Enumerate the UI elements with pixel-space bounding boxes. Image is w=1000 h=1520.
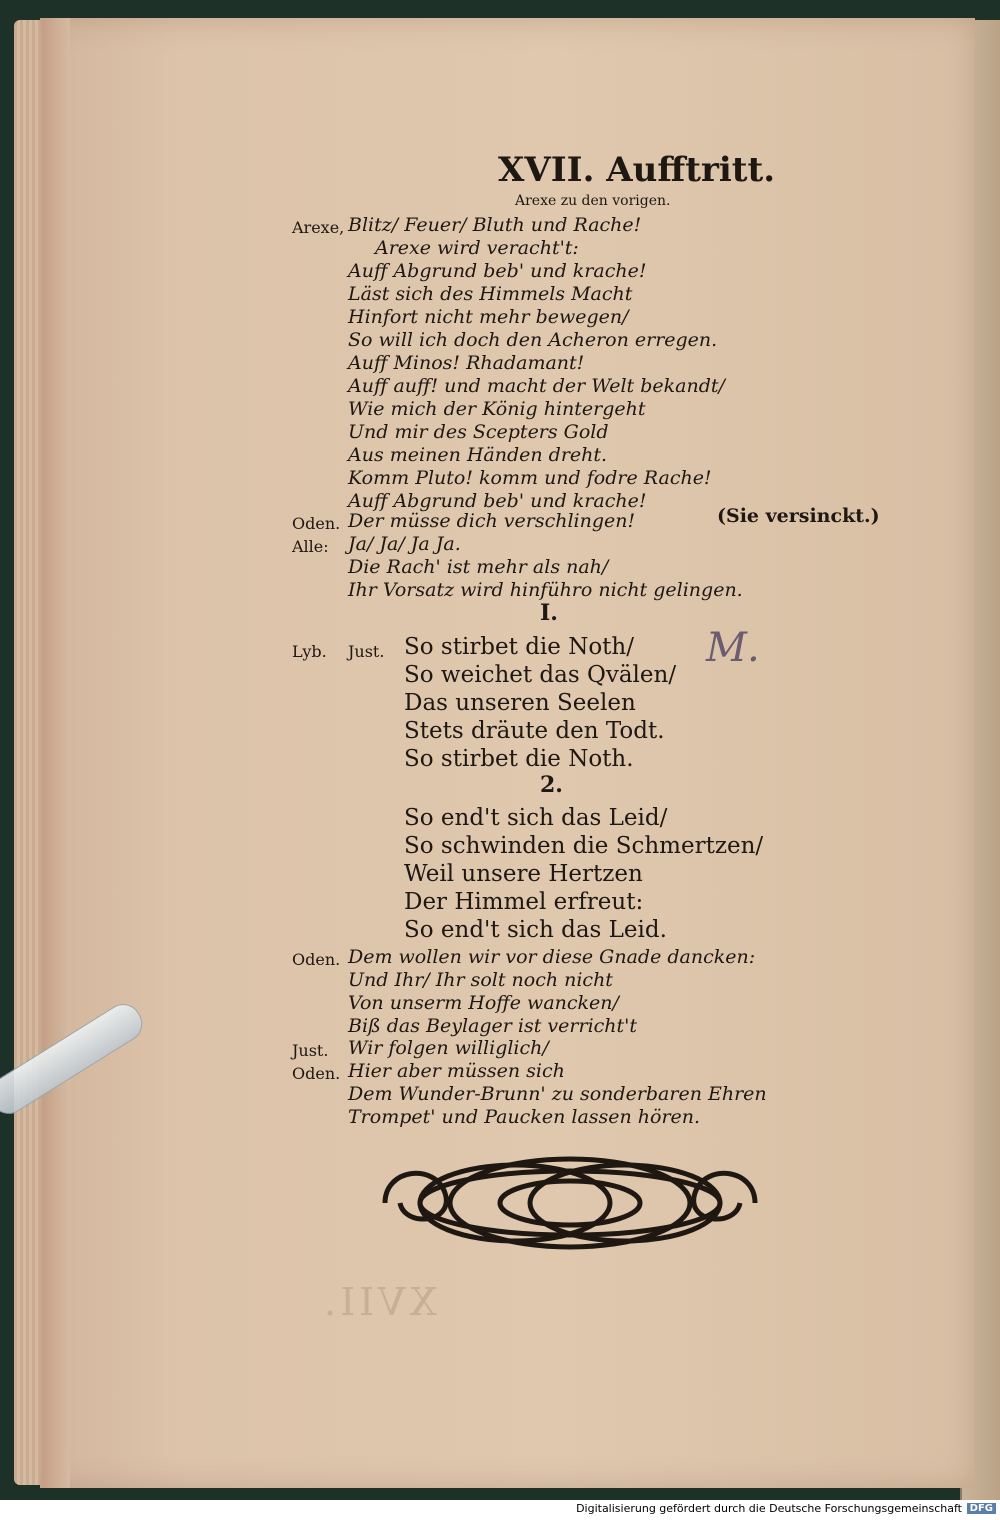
song-line: Stets dräute den Todt. (404, 718, 665, 744)
ornament-flourish (365, 1148, 775, 1258)
verse-line: Trompet' und Paucken lassen hören. (348, 1106, 701, 1128)
verse-line: Ja/ Ja/ Ja Ja. (348, 533, 461, 555)
verse-line: Von unserm Hoffe wancken/ (348, 992, 619, 1014)
verse-line: Komm Pluto! komm und fodre Rache! (348, 467, 712, 489)
song-line: So end't sich das Leid/ (404, 805, 668, 831)
speaker-label: Oden. (292, 514, 341, 533)
verse-line: Der müsse dich verschlingen! (348, 510, 636, 532)
handwritten-annotation: M. (706, 625, 760, 671)
song-line: So stirbet die Noth/ (404, 634, 634, 660)
verse-line: Auff Minos! Rhadamant! (348, 352, 585, 374)
show-through-text: XVII. (320, 1280, 437, 1324)
verse-line: Hinfort nicht mehr bewegen/ (348, 306, 629, 328)
verse-line: Auff Abgrund beb' und krache! (348, 490, 647, 512)
footer-bar (0, 1500, 1000, 1520)
speaker-label: Just. (292, 1041, 329, 1060)
verse-line: Wie mich der König hintergeht (348, 398, 646, 420)
verse-line: Dem Wunder-Brunn' zu sonderbaren Ehren (348, 1083, 767, 1105)
speaker-label: Oden. (292, 1064, 341, 1083)
verse-line: Auff Abgrund beb' und krache! (348, 260, 647, 282)
verse-number: I. (540, 600, 558, 626)
song-line: So end't sich das Leid. (404, 917, 667, 943)
speaker-label: Alle: (292, 537, 329, 556)
page-gutter (42, 18, 70, 1488)
speaker-label: Arexe, (292, 218, 345, 237)
verse-line: Läst sich des Himmels Macht (348, 283, 633, 305)
scene-subtitle: Arexe zu den vorigen. (515, 193, 671, 209)
verse-line: Auff auff! und macht der Welt bekandt/ (348, 375, 725, 397)
stage-direction: (Sie versinckt.) (717, 505, 880, 527)
verse-line: Ihr Vorsatz wird hinführo nicht gelingen. (348, 579, 743, 601)
scene-title: XVII. Aufftritt. (498, 150, 776, 190)
speaker-label: Just. (348, 642, 385, 661)
verse-line: Und Ihr/ Ihr solt noch nicht (348, 969, 613, 991)
song-line: So schwinden die Schmertzen/ (404, 833, 764, 859)
verse-line: Arexe wird veracht't: (375, 237, 579, 259)
song-line: Das unseren Seelen (404, 690, 636, 716)
verse-line: Hier aber müssen sich (348, 1060, 565, 1082)
song-line: So stirbet die Noth. (404, 746, 634, 772)
verse-line: Dem wollen wir vor diese Gnade dancken: (348, 946, 756, 968)
song-line: Der Himmel erfreut: (404, 889, 644, 915)
verse-line: So will ich doch den Acheron erregen. (348, 329, 718, 351)
verse-number: 2. (540, 772, 563, 798)
verse-line: Wir folgen williglich/ (348, 1037, 549, 1059)
song-line: So weichet das Qvälen/ (404, 662, 677, 688)
dfg-logo: DFG (967, 1503, 996, 1514)
funding-credit: Digitalisierung gefördert durch die Deutsche Forschungsgemeinschaft (576, 1502, 962, 1515)
verse-line: Biß das Beylager ist verricht't (348, 1015, 638, 1037)
verse-line: Blitz/ Feuer/ Bluth und Rache! (348, 214, 642, 236)
verse-line: Und mir des Scepters Gold (348, 421, 609, 443)
song-line: Weil unsere Hertzen (404, 861, 643, 887)
speaker-label: Oden. (292, 950, 341, 969)
verse-line: Aus meinen Händen dreht. (348, 444, 608, 466)
verse-line: Die Rach' ist mehr als nah/ (348, 556, 609, 578)
speaker-label: Lyb. (292, 642, 327, 661)
